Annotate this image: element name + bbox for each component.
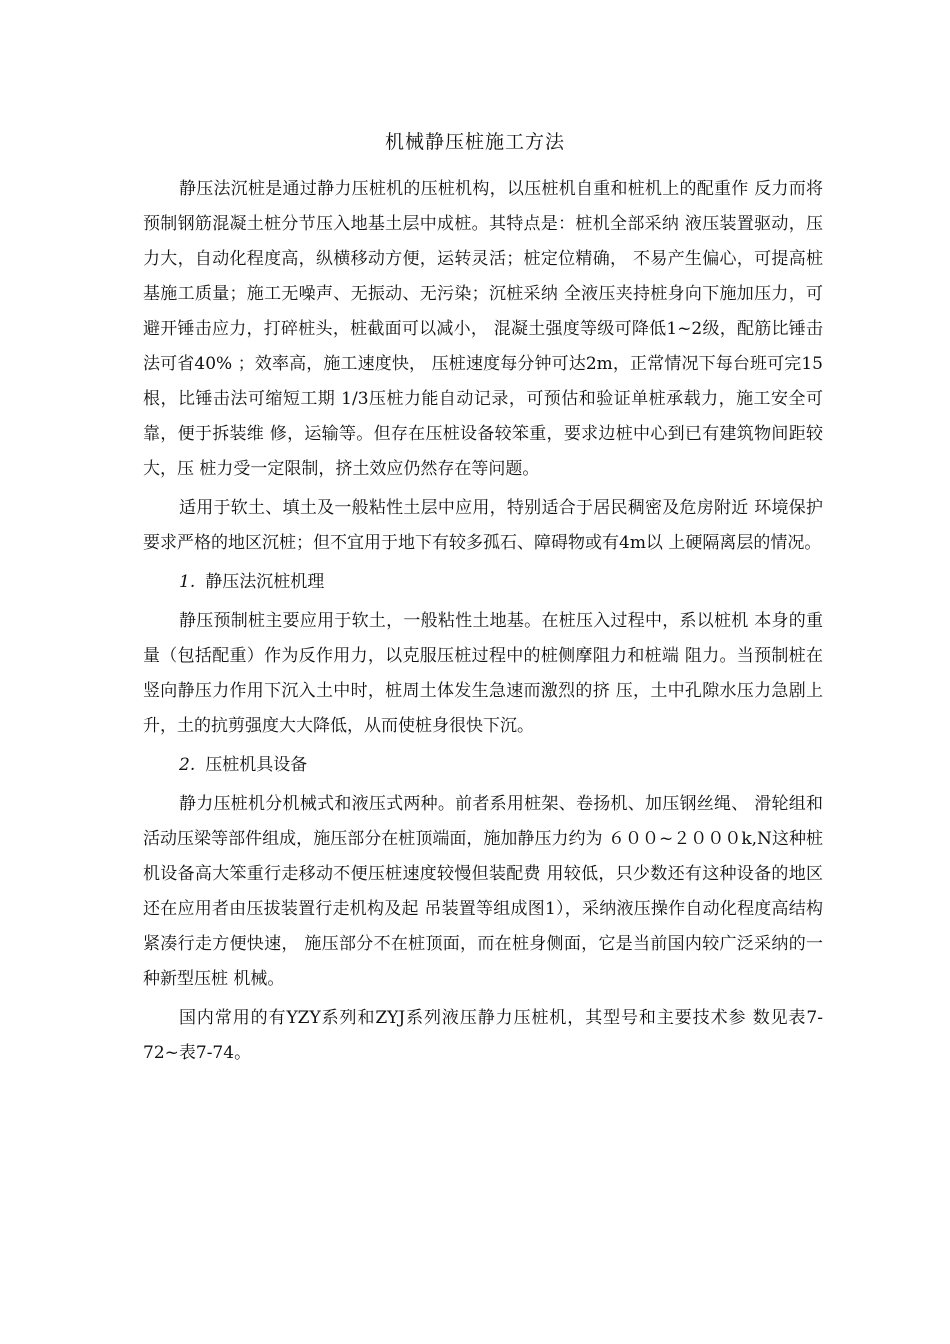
section-number: 2. [179, 755, 196, 775]
document-body [143, 172, 823, 1075]
section-heading-text: 静压法沉桩机理 [205, 572, 325, 592]
section-heading-text: 压桩机具设备 [205, 755, 308, 775]
paragraph: 静力压桩机分机械式和液压式两种。前者系用桩架、卷扬机、加压钢丝绳、 滑轮组和活动压梁等部件组成，施压部分在桩顶端面，施加静压力约为 ６００~２０００k,N这种桩机设备高大笨重行走移动不便压桩速度较慢但装配费 用较低，只少数还有这种设备的地区还在应用者由压拔装置行走机构及起 吊装置等组成图1），采纳液压操作自动化程度高结构紧凑行走方便快速， 施压部分不在桩顶面，而在桩身侧面，它是当前国内较广泛采纳的一种新型压桩 机械。 [143, 794, 823, 989]
paragraph: 静压预制桩主要应用于软土，一般粘性土地基。在桩压入过程中，系以桩机 本身的重量（包括配重）作为反作用力，以克服压桩过程中的桩侧摩阻力和桩端 阻力。当预制桩在竖向静压力作用下沉入土中时，桩周土体发生急速而激烈的挤 压，土中孔隙水压力急剧上升，土的抗剪强度大大降低，从而使桩身很快下沉。 [143, 611, 823, 736]
paragraph: 国内常用的有YZY系列和ZYJ系列液压静力压桩机，其型号和主要技术参 数见表7-72~表7-74。 [143, 1008, 823, 1063]
paragraph: 适用于软土、填土及一般粘性土层中应用，特别适合于居民稠密及危房附近 环境保护要求严格的地区沉桩；但不宜用于地下有较多孤石、障碍物或有4m以 上硬隔离层的情况。 [143, 498, 823, 553]
document-title: 机械静压桩施工方法 [384, 131, 565, 153]
section-number: 1. [179, 572, 196, 592]
section-heading [143, 565, 823, 600]
section-heading [143, 748, 823, 783]
paragraph: 静压法沉桩是通过静力压桩机的压桩机构，以压桩机自重和桩机上的配重作 反力而将预制钢筋混凝土桩分节压入地基土层中成桩。其特点是：桩机全部采纳 液压装置驱动，压力大，自动化程度高，纵横移动方便，运转灵活；桩定位精确， 不易产生偏心，可提高桩基施工质量；施工无噪声、无振动、无污染；沉桩采纳 全液压夹持桩身向下施加压力，可避开锤击应力，打碎桩头，桩截面可以减小， 混凝土强度等级可降低1~2级，配筋比锤击法可省40% ；效率高，施工速度快， 压桩速度每分钟可达2m，正常情况下每台班可完15根，比锤击法可缩短工期 1/3压桩力能自动记录，可预估和验证单桩承载力，施工安全可靠，便于拆装维 修，运输等。但存在压桩设备较笨重，要求边桩中心到已有建筑物间距较大，压 桩力受一定限制，挤土效应仍然存在等问题。 [143, 179, 823, 479]
